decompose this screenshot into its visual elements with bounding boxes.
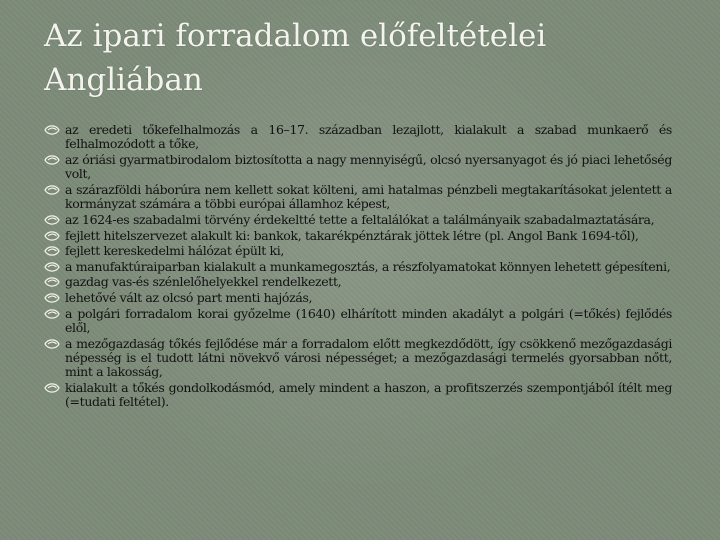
bullet-text: kialakult a tőkés gondolkodásmód, amely mindent a haszon, a profitszerzés szempontjából ítélt meg (=tudati feltétel).: [65, 379, 672, 410]
bullet-text: lehetővé vált az olcsó part menti hajózás,: [65, 289, 313, 305]
bullet-list: [44, 123, 672, 411]
bullet-item: [44, 183, 672, 212]
bullet-item: [44, 153, 672, 182]
leaf-bullet-icon: [44, 308, 60, 320]
bullet-text: az óriási gyarmatbirodalom biztosította a nagy mennyiségű, olcsó nyersanyagot és jó piaci lehetőség volt,: [65, 152, 672, 182]
slide-title: Az ipari forradalom előfeltételei Angliában: [44, 18, 547, 98]
bullet-item: [44, 244, 672, 258]
bullet-text: az 1624-es szabadalmi törvény érdekeltté tette a feltalálókat a találmányaik szabadalmaztatására,: [65, 212, 655, 227]
leaf-bullet-icon: [44, 261, 60, 273]
leaf-bullet-icon: [44, 154, 60, 166]
bullet-text: fejlett kereskedelmi hálózat épült ki,: [65, 243, 285, 259]
bullet-item: [44, 307, 672, 336]
bullet-item: [44, 291, 672, 305]
leaf-bullet-icon: [44, 124, 60, 136]
bullet-text: fejlett hitelszervezet alakult ki: bankok, takarékpénztárak jöttek létre (pl. Angol Bank 1694-től),: [65, 227, 639, 243]
leaf-bullet-icon: [44, 338, 60, 350]
bullet-item: [44, 260, 672, 274]
bullet-item: [44, 213, 672, 227]
leaf-bullet-icon: [44, 276, 60, 288]
leaf-bullet-icon: [44, 230, 60, 242]
leaf-bullet-icon: [44, 184, 60, 196]
leaf-bullet-icon: [44, 245, 60, 257]
bullet-item: [44, 275, 672, 289]
bullet-text: az eredeti tőkefelhalmozás a 16–17. században lezajlott, kialakult a szabad munkaerő és felhalmozódott a tőke,: [65, 122, 672, 152]
bullet-text: a polgári forradalom korai győzelme (1640) elhárított minden akadályt a polgári (=tőkés) fejlődés elől,: [65, 305, 672, 335]
bullet-text: a manufaktúraiparban kialakult a munkamegosztás, a részfolyamatokat könnyen lehetett gépesíteni,: [65, 258, 671, 274]
bullet-text: a mezőgazdaság tőkés fejlődése már a forradalom előtt megkezdődött, így csökkenő mezőgazdasági népesség is el tudott látni növekvő városi népességet; a mezőgazdasági termelés gyorsabban nőtt, mint a lakosság,: [65, 335, 672, 380]
bullet-text: a szárazföldi háborúra nem kellett sokat költeni, ami hatalmas pénzbeli megtakarításokat jelentett a kormányzat számára a többi európai államhoz képest,: [65, 182, 672, 212]
bullet-item: [44, 123, 672, 152]
leaf-bullet-icon: [44, 214, 60, 226]
leaf-bullet-icon: [44, 292, 60, 304]
bullet-text: gazdag vas-és szénlelőhelyekkel rendelkezett,: [65, 274, 342, 290]
bullet-item: [44, 229, 672, 243]
bullet-item: [44, 337, 672, 380]
leaf-bullet-icon: [44, 382, 60, 394]
bullet-item: [44, 381, 672, 410]
